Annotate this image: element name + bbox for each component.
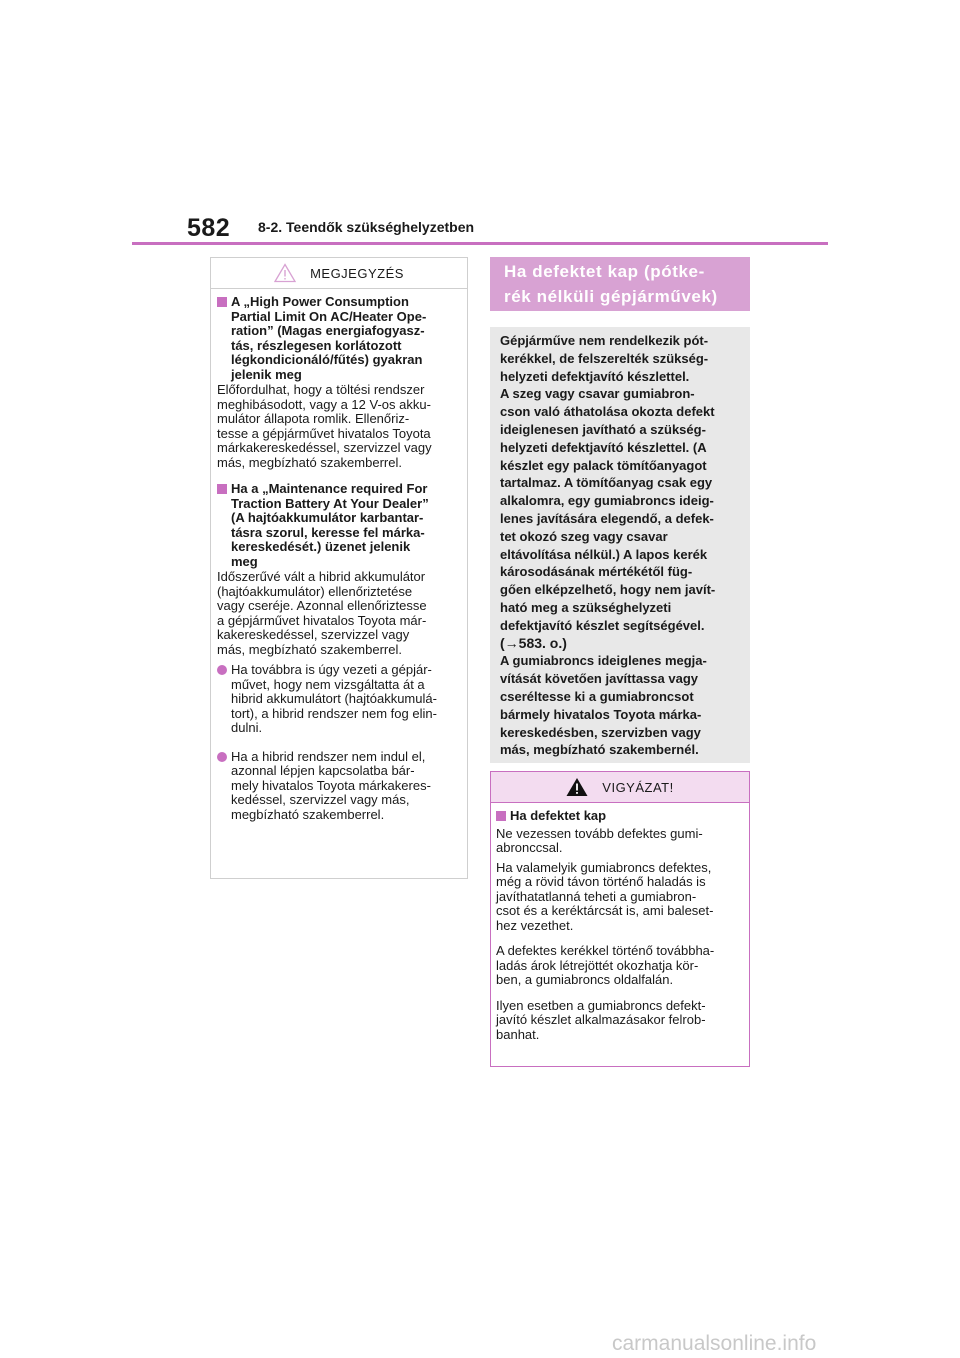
note-bullet-2: Ha a hibrid rendszer nem indul el, azonnal lépjen kapcsolatba bár- mely hivatalos Toyota márkakeres- kedéssel, szervizzel vagy más, megbízható szakemberrel.	[217, 750, 461, 823]
square-bullet-icon	[217, 297, 227, 307]
page-number: 582	[187, 214, 231, 242]
caution-paragraph-1: Ne vezessen tovább defektes gumi- abronccsal.	[496, 825, 703, 855]
square-bullet-icon	[217, 484, 227, 494]
watermark: carmanualsonline.info	[612, 1332, 817, 1355]
note-subheading-2: Ha a „Maintenance required For Traction Battery At Your Dealer” (A hajtóakkumulátor karbantar- tásra szorul, keresse fel márka- kereskedését.) üzenet jelenik meg	[217, 482, 461, 569]
warning-triangle-outline-icon	[274, 263, 296, 283]
header-rule	[132, 242, 828, 245]
round-bullet-icon	[217, 665, 227, 675]
warning-triangle-filled-icon	[566, 777, 588, 797]
note-title: MEGJEGYZÉS	[310, 265, 404, 281]
note-bullet-1: Ha továbbra is úgy vezeti a gépjár- művet, hogy nem vizsgáltatta át a hibrid akkumulátort (hajtóakkumulá- tort), a hibrid rendszer nem fog elin- dulni.	[217, 663, 461, 736]
square-bullet-icon	[496, 811, 506, 821]
caution-paragraph-3: A defektes kerékkel történő továbbha- ladás árok létrejöttét okozhatja kör- ben, a gumiabroncs oldalfalán.	[496, 943, 715, 987]
caution-subheading: Ha defektet kap	[496, 809, 744, 824]
caution-box	[490, 771, 750, 1067]
note-paragraph-2: Időszerűvé vált a hibrid akkumulátor (hajtóakkumulátor) ellenőriztetése vagy cseréje. Azonnal ellenőriztesse a gépjárművet hivatalos Toyota már- kakereskedéssel, szervizzel vagy más, megbízható szakemberrel.	[217, 569, 427, 657]
note-subheading-1: A „High Power Consumption Partial Limit On AC/Heater Ope- ration” (Magas energiafogyasz- tás, részlegesen korlátozott légkondicionáló/fűtés) gyakran jelenik meg	[217, 295, 461, 382]
section-title: 8-2. Teendők szükséghelyzetben	[258, 219, 475, 235]
note-box	[210, 257, 468, 879]
note-header	[211, 258, 467, 289]
caution-header	[491, 772, 749, 803]
caution-paragraph-4: Ilyen esetben a gumiabroncs defekt- javító készlet alkalmazásakor felrob- banhat.	[496, 997, 706, 1042]
caution-paragraph-2: Ha valamelyik gumiabroncs defektes, még a rövid távon történő haladás is javíthatatlanná teheti a gumiabron- csot és a keréktárcsát is, ami baleset- hez vezethet.	[496, 859, 714, 933]
round-bullet-icon	[217, 752, 227, 762]
flat-tire-heading: Ha defektet kap (pótke- rék nélküli gépjárművek)	[490, 257, 750, 311]
page-reference-link[interactable]: (→583. o.)	[500, 634, 567, 651]
note-paragraph-1: Előfordulhat, hogy a töltési rendszer meghibásodott, vagy a 12 V-os akku- mulátor állapota romlik. Ellenőriz- tesse a gépjárművet hivatalos Toyota márkakereskedéssel, szervizzel vagy más, megbízható szakemberrel.	[217, 382, 432, 470]
flat-tire-intro-box: Gépjárműve nem rendelkezik pót- kerékkel, de felszerelték szükség- helyzeti defektjavító készlettel. A szeg vagy csavar gumiabron- cson való áthatolása okozta defekt ideiglenesen javítható a szükség- helyzeti defektjavító készlettel. (A készlet egy palack tömítőanyagot tartalmaz. A tömítőanyag csak egy alkalomra, egy gumiabroncs ideig- lenes javítására elegendő, a defek- tet okozó szeg vagy csavar eltávolítása nélkül.) A lapos kerék károsodásának mértékétől füg- gően elképzelhető, hogy nem javít- ható meg a szükséghelyzeti defektjavító készlet segítségével. (→583. o.) A gumiabroncs ideiglenes megja- vítását követően javíttassa vagy cseréltesse ki a gumiabroncsot bármely hivatalos Toyota márka- kereskedésben, szervizben vagy más, megbízható szakembernél.	[490, 327, 750, 763]
caution-title: VIGYÁZAT!	[602, 779, 674, 795]
